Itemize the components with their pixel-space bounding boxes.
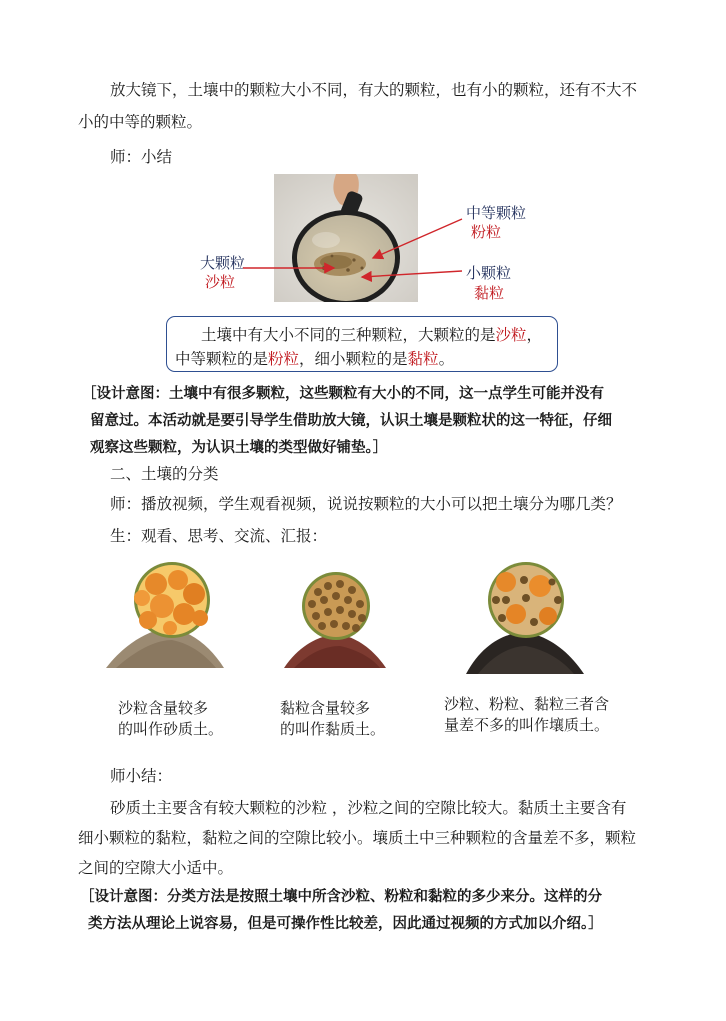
teacher-prompt: 师：播放视频，学生观看视频，说说按颗粒的大小可以把土壤分为哪几类？ — [110, 495, 622, 513]
sandy-soil-image — [106, 560, 224, 672]
clay-soil-image — [284, 570, 386, 670]
label-sand: 沙粒 — [205, 273, 236, 291]
design-intent-1-line-3: 观察这些颗粒，为认识土壤的类型做好铺垫。］ — [90, 439, 388, 456]
teacher-summary-label: 师：小结 — [110, 148, 173, 166]
caption-clay-2: 的叫作黏质土。 — [280, 720, 386, 738]
summary-sand: 沙粒 — [495, 326, 527, 344]
design-intent-1-line-2: 留意过。本活动就是要引导学生借助放大镜，认识土壤是颗粒状的这一特征，仔细 — [90, 412, 612, 429]
summary-comma: ， — [526, 326, 543, 344]
loam-soil-image — [466, 560, 584, 676]
section-heading: 二、土壤的分类 — [110, 465, 219, 483]
caption-sandy-1: 沙粒含量较多 — [118, 699, 209, 717]
design-intent-1-line-1: ［设计意图：土壤中有很多颗粒，这些颗粒有大小的不同，这一点学生可能并没有 — [82, 385, 604, 402]
intro-line-2: 小的中等的颗粒。 — [78, 113, 203, 131]
conclusion-line-3: 之间的空隙大小适中。 — [78, 859, 234, 877]
summary-text: 中等颗粒的是 — [175, 350, 269, 368]
label-large-particle: 大颗粒 — [200, 254, 246, 272]
arrow-medium — [373, 219, 462, 258]
arrow-small — [362, 271, 462, 277]
summary-text: ，细小颗粒的是 — [299, 350, 408, 368]
label-silt: 粉粒 — [471, 223, 502, 241]
label-medium-particle: 中等颗粒 — [466, 204, 527, 222]
caption-clay-1: 黏粒含量较多 — [280, 699, 371, 717]
summary-silt: 粉粒 — [268, 350, 300, 368]
summary-box — [166, 316, 558, 372]
caption-loam-2: 量差不多的叫作壤质土。 — [444, 716, 610, 734]
caption-sandy-2: 的叫作砂质土。 — [118, 720, 224, 738]
summary-line-1 — [201, 323, 542, 345]
summary-clay: 黏粒 — [407, 350, 439, 368]
intro-line-1: 放大镜下，土壤中的颗粒大小不同，有大的颗粒，也有小的颗粒，还有不大不 — [110, 81, 638, 99]
summary-text: 土壤中有大小不同的三种颗粒，大颗粒的是 — [201, 326, 496, 344]
summary-period: 。 — [438, 350, 455, 368]
summary-line-2 — [175, 347, 454, 369]
label-small-particle: 小颗粒 — [466, 264, 512, 282]
conclusion-line-1: 砂质土主要含有较大颗粒的沙粒 ，沙粒之间的空隙比较大。黏质土主要含有 — [110, 799, 627, 817]
teacher-summary-2: 师小结： — [110, 767, 173, 785]
caption-loam-1: 沙粒、粉粒、黏粒三者含 — [444, 695, 610, 713]
conclusion-line-2: 细小颗粒的黏粒，黏粒之间的空隙比较小。壤质土中三种颗粒的含量差不多，颗粒 — [78, 829, 637, 847]
design-intent-2-line-2: 类方法从理论上说容易，但是可操作性比较差，因此通过视频的方式加以介绍。］ — [88, 915, 603, 932]
student-response: 生：观看、思考、交流、汇报： — [110, 527, 328, 545]
design-intent-2-line-1: ［设计意图：分类方法是按照土壤中所含沙粒、粉粒和黏粒的多少来分。这样的分 — [80, 888, 602, 905]
label-clay: 黏粒 — [474, 284, 505, 302]
